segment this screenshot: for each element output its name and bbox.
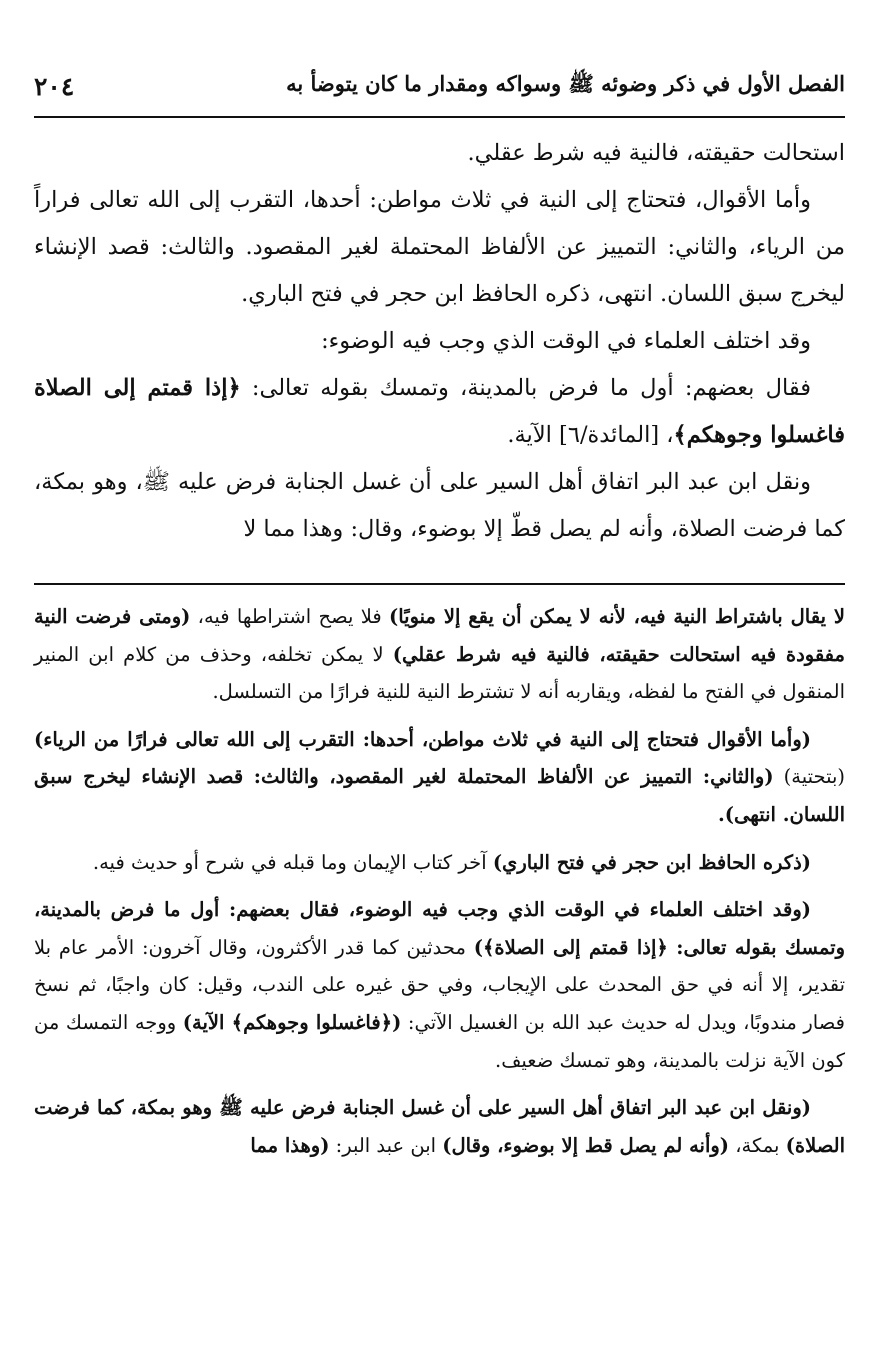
main-paragraph: استحالت حقيقته، فالنية فيه شرط عقلي.: [467, 140, 845, 166]
commentary-text: لا يمكن تخلفه، وحذف من كلام ابن المنير المنقول في الفتح ما لفظه، ويقاربه أنه لا تشترط النية للنية فرارًا من التسلسل.: [34, 642, 845, 704]
quoted-text: (ذكره الحافظ ابن حجر في فتح الباري): [492, 850, 811, 874]
quoted-text: (ونقل ابن عبد البر اتفاق أهل السير على أن غسل الجنابة فرض عليه ﷺ وهو بمكة، كما فرضت الصلاة): [34, 1096, 845, 1157]
quoted-text: (ومتى فرضت النية مفقودة فيه استحالت حقيقته، فالنية فيه شرط عقلي): [34, 605, 845, 666]
commentary-text: آخر كتاب الإيمان وما قبله في شرح أو حديث فيه.: [92, 850, 493, 874]
main-paragraph: وقد اختلف العلماء في الوقت الذي وجب فيه الوضوء:: [321, 328, 811, 354]
page-number: ٢٠٤: [34, 71, 75, 101]
commentary-paragraph: [34, 1089, 845, 1164]
commentary-text: ووجه التمسك من كون الآية نزلت بالمدينة، وهو تمسك ضعيف.: [34, 1010, 845, 1072]
commentary-text: فلا يصح اشتراطها فيه،: [190, 605, 389, 628]
header-divider: [34, 116, 845, 118]
commentary-paragraph: [34, 844, 845, 882]
commentary-paragraph: [34, 598, 845, 711]
main-paragraph: [34, 365, 845, 459]
commentary-text: بمكة،: [729, 1133, 786, 1157]
main-text-run: فقال بعضهم: أول ما فرض بالمدينة، وتمسك بقوله تعالى:: [240, 375, 811, 401]
commentary-text: (بتحتية): [773, 765, 845, 789]
quran-quote: ﴿إذا قمتم إلى الصلاة فاغسلوا وجوهكم﴾: [34, 375, 845, 448]
quoted-text: (وأما الأقوال فتحتاج إلى النية في ثلاث مواطن، أحدها: التقرب إلى الله تعالى فرارًا من الرياء): [34, 727, 811, 751]
commentary-section: [34, 598, 845, 1174]
commentary-text: ابن عبد البر:: [329, 1133, 443, 1157]
quoted-text: (وهذا مما: [250, 1133, 330, 1157]
running-header: [34, 66, 845, 106]
main-text: [34, 130, 845, 553]
main-text-run: ، [المائدة/٦] الآية.: [507, 422, 674, 448]
footnote-divider: [34, 583, 845, 585]
commentary-paragraph: [34, 891, 845, 1079]
quoted-text: (﴿فاغسلوا وجوهكم﴾ الآية): [182, 1010, 402, 1034]
quoted-text: (والثاني: التمييز عن الألفاظ المحتملة لغير المقصود، والثالث: قصد الإنشاء ليخرج سبق اللسان. انتهى).: [34, 765, 845, 826]
commentary-paragraph: [34, 721, 845, 834]
quoted-text: (وأنه لم يصل قط إلا بوضوء، وقال): [442, 1133, 730, 1157]
quoted-text: لا يقال باشتراط النية فيه، لأنه لا يمكن أن يقع إلا منويًا): [388, 605, 846, 628]
chapter-title: الفصل الأول في ذكر وضوئه ﷺ وسواكه ومقدار ما كان يتوضأ به: [286, 70, 845, 96]
main-paragraph: وأما الأقوال، فتحتاج إلى النية في ثلاث مواطن: أحدها، التقرب إلى الله تعالى فراراً من الرياء، والثاني: التمييز عن الألفاظ المحتملة لغير المقصود. والثالث: قصد الإنشاء ليخرج سبق اللسان. انتهى، ذكره الحافظ ابن حجر في فتح الباري.: [34, 187, 845, 307]
main-paragraph: ونقل ابن عبد البر اتفاق أهل السير على أن غسل الجنابة فرض عليه ﷺ، وهو بمكة، كما فرضت الصلاة، وأنه لم يصل قطّ إلا بوضوء، وقال: وهذا مما لا: [34, 469, 845, 542]
commentary-text: محدثين كما قدر الأكثرون، وقال آخرون: الأمر عام بلا تقدير، إلا أنه في حق المحدث على الإيجاب، وفي حق غيره على الندب، وقيل: كان واجبًا، ثم نسخ فصار مندوبًا، ويدل له حديث عبد الله بن الغسيل الآتي:: [34, 935, 845, 1034]
quoted-text: (وقد اختلف العلماء في الوقت الذي وجب فيه الوضوء، فقال بعضهم: أول ما فرض بالمدينة، وتمسك بقوله تعالى: ﴿إذا قمتم إلى الصلاة﴾): [34, 898, 845, 959]
